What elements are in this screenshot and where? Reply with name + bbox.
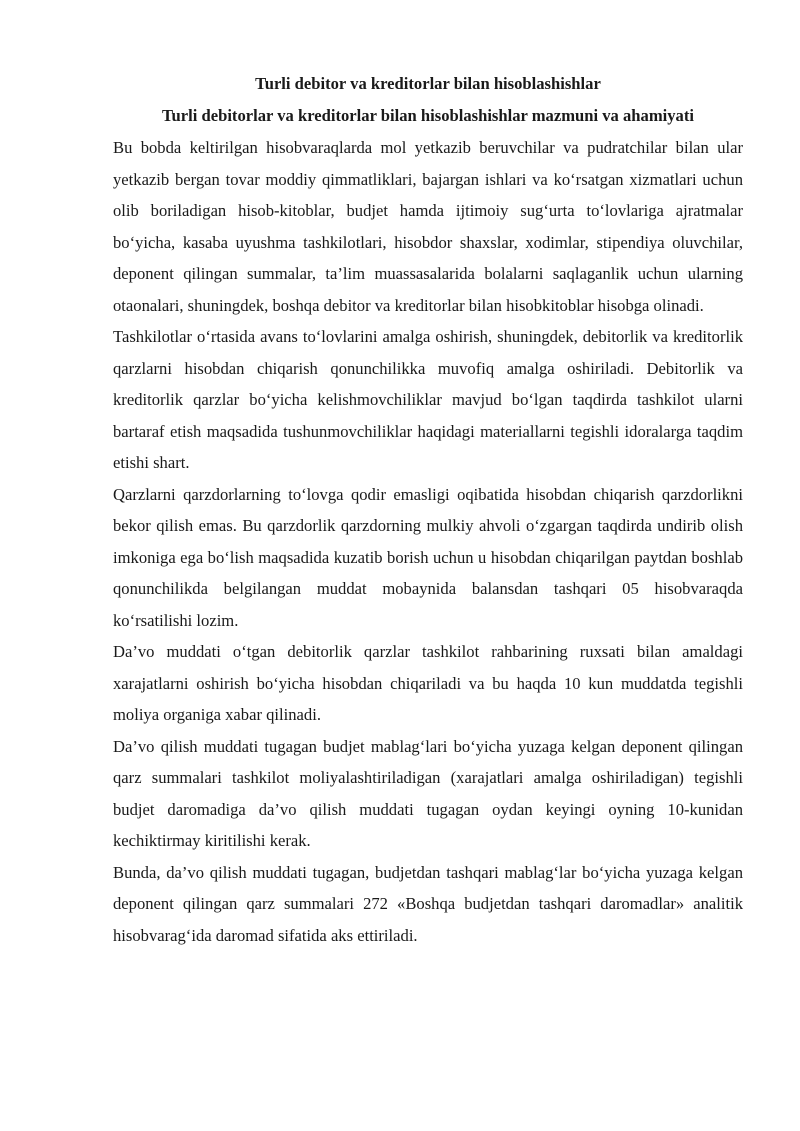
paragraph: Da’vo qilish muddati tugagan budjet mablag‘lari bo‘yicha yuzaga kelgan deponent qilingan qarz summalari tashkilot moliyalashtiriladigan (xarajatlari amalga oshiriladigan) tegishli budjet daromadiga da’vo qilish muddati tugagan oydan keyingi oyning 10-kunidan kechiktirmay kiritilishi kerak.: [113, 736, 743, 850]
document-subtitle: Turli debitorlar va kreditorlar bilan hisoblashishlar mazmuni va ahamiyati: [161, 106, 694, 125]
document-title: Turli debitor va kreditorlar bilan hisoblashishlar: [255, 74, 601, 93]
paragraph: Qarzlarni qarzdorlarning to‘lovga qodir emasligi oqibatida hisobdan chiqarish qarzdorlikni bekor qilish emas. Bu qarzdorlik qarzdorning mulkiy ahvoli o‘zgargan taqdirda undirib olish imkoniga ega bo‘lish maqsadida kuzatib borish uchun u hisobdan chiqarilgan paytdan boshlab qonunchilikda belgilangan muddat mobaynida balansdan tashqari 05 hisobvaraqda ko‘rsatilishi lozim.: [113, 484, 743, 630]
paragraph: Da’vo muddati o‘tgan debitorlik qarzlar tashkilot rahbarining ruxsati bilan amaldagi xarajatlarni oshirish bo‘yicha hisobdan chiqariladi va bu haqda 10 kun muddatda tegishli moliya organiga xabar qilinadi.: [113, 642, 743, 724]
paragraph: Bunda, da’vo qilish muddati tugagan, budjetdan tashqari mablag‘lar bo‘yicha yuzaga kelgan deponent qilingan qarz summalari 272 «Boshqa budjetdan tashqari daromadlar» analitik hisobvarag‘ida daromad sifatida aks ettiriladi.: [113, 862, 743, 945]
document-page: [113, 68, 743, 951]
paragraph: Tashkilotlar o‘rtasida avans to‘lovlarini amalga oshirish, shuningdek, debitorlik va kreditorlik qarzlarni hisobdan chiqarish qonunchilikka muvofiq amalga oshiriladi. Debitorlik va kreditorlik qarzlar bo‘yicha kelishmovchiliklar mavjud bo‘lgan taqdirda tashkilot ularni bartaraf etish maqsadida tushunmovchiliklar haqidagi materiallarni tegishli idoralarga taqdim etishi shart.: [113, 327, 743, 472]
paragraph: Bu bobda keltirilgan hisobvaraqlarda mol yetkazib beruvchilar va pudratchilar bilan ular yetkazib bergan tovar moddiy qimmatliklari, bajargan ishlari va ko‘rsatgan xizmatlari uchun olib boriladigan hisob-kitoblar, budjet hamda ijtimoiy sug‘urta to‘lovlariga ajratmalar bo‘yicha, kasaba uyushma tashkilotlari, hisobdor shaxslar, xodimlar, stipendiya oluvchilar, deponent qilingan summalar, ta’lim muassasalarida bolalarni saqlaganlik uchun ularning otaonalari, shuningdek, boshqa debitor va kreditorlar bilan hisobkitoblar hisobga olinadi.: [113, 138, 743, 315]
